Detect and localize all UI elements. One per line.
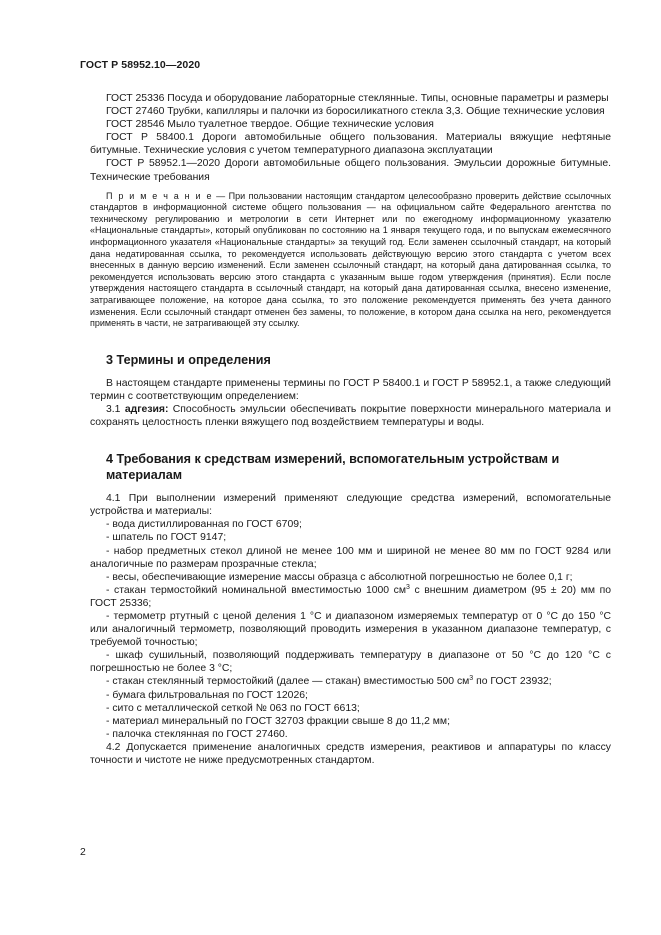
list-item: - весы, обеспечивающие измерение массы образца с абсолютной погрешностью не более 0,1 г;: [106, 571, 573, 583]
equipment-list: [90, 518, 611, 741]
term-definition: [90, 403, 611, 429]
term-number: 3.1: [106, 403, 125, 415]
list-item: - шпатель по ГОСТ 9147;: [106, 532, 227, 544]
reference-item: ГОСТ Р 58400.1 Дороги автомобильные общего пользования. Материалы вяжущие нефтяные битумные. Технические условия с учетом температурного диапазона эксплуатации: [90, 132, 611, 157]
section-3-title: 3 Термины и определения: [106, 352, 271, 367]
page-number: 2: [80, 847, 86, 858]
list-item: - сито с металлической сеткой № 063 по ГОСТ 6613;: [106, 702, 360, 714]
term-name: адгезия:: [124, 403, 169, 415]
section-4-title: 4 Требования к средствам измерений, вспомогательным устройствам и материалам: [106, 452, 560, 483]
list-item: - стакан термостойкий номинальной вместимостью 1000 $см^3$ с внешним диаметром (95 ± 20) мм по ГОСТ 25336;: [90, 583, 611, 609]
list-item: - стакан стеклянный термостойкий (далее — стакан) вместимостью 500 $см^3$ по ГОСТ 23932;: [106, 675, 552, 688]
list-item: - шкаф сушильный, позволяющий поддерживать температуру в диапазоне от 50 °С до 120 °С с погрешностью не более 3 °С;: [90, 650, 611, 675]
section-4-paragraph-2: 4.2 Допускается применение аналогичных средств измерения, реактивов и аппаратуры по классу точности и чистоте не ниже предусмотренных стандартом.: [90, 741, 611, 767]
page-content: [90, 92, 611, 767]
note-text: — При пользовании настоящим стандартом целесообразно проверить действие ссылочных стандартов в информационной системе общего пользования — на официальном сайте Федерального агентства по техническому регулированию и метрологии в сети Интернет или по ежегодному информационному указателю «Национальные стандарты», который опубликован по состоянию на 1 января текущего года, и по выпускам ежемесячного информационного указателя «Национальные стандарты» за текущий год. Если заменен ссылочный стандарт, на который дана недатированная ссылка, то рекомендуется использовать действующую версию этого стандарта с учетом всех внесенных в данную версию изменений. Если заменен ссылочный стандарт, на который дана датированная ссылка, то рекомендуется использовать версию этого стандарта с указанным выше годом утверждения (принятия). Если после утверждения настоящего стандарта в ссылочный стандарт, на который дана датированная ссылка, внесено изменение, затрагивающее положение, на которое дана ссылка, то это положение рекомендуется применять без учета данного изменения. Если ссылочный стандарт отменен без замены, то положение, в котором дана ссылка на него, рекомендуется применять в части, не затрагивающей эту ссылку.: [90, 190, 611, 329]
section-4-body: [90, 492, 611, 767]
list-item: - вода дистиллированная по ГОСТ 6709;: [106, 519, 302, 531]
normative-references: [90, 92, 611, 184]
reference-item: ГОСТ 27460 Трубки, капилляры и палочки из боросиликатного стекла 3,3. Общие технические условия: [106, 106, 605, 118]
list-item: - палочка стеклянная по ГОСТ 27460.: [106, 728, 288, 740]
section-3-body: [90, 377, 611, 429]
section-3-intro: В настоящем стандарте применены термины по ГОСТ Р 58400.1 и ГОСТ Р 58952.1, а также следующий термин с соответствующим определением:: [90, 377, 611, 402]
list-item: - набор предметных стекол длиной не менее 100 мм и шириной не менее 80 мм по ГОСТ 9284 или аналогичные по размерам прозрачные стекла;: [90, 545, 611, 570]
reference-item: ГОСТ Р 58952.1—2020 Дороги автомобильные общего пользования. Эмульсии дорожные битумные. Технические требования: [90, 158, 611, 183]
references-note: [90, 191, 611, 330]
reference-item: ГОСТ 25336 Посуда и оборудование лабораторные стеклянные. Типы, основные параметры и размеры: [106, 93, 609, 104]
reference-item: ГОСТ 28546 Мыло туалетное твердое. Общие технические условия: [106, 119, 434, 131]
list-item: - термометр ртутный с ценой деления 1 °С и диапазоном измеряемых температур от 0 °С до 150 °С или аналогичный термометр, позволяющий проводить измерения в указанном диапазоне температур, с требуемой точностью;: [90, 611, 611, 649]
section-4-paragraph-1: 4.1 При выполнении измерений применяют следующие средства измерений, вспомогательные устройства и материалы:: [90, 493, 611, 518]
term-text: Способность эмульсии обеспечивать покрытие поверхности минерального материала и сохранять целостность пленки вяжущего под воздействием температуры и воды.: [90, 403, 611, 429]
list-item: - материал минеральный по ГОСТ 32703 фракции свыше 8 до 11,2 мм;: [106, 715, 450, 727]
list-item: - бумага фильтровальная по ГОСТ 12026;: [106, 689, 308, 701]
document-code-header: ГОСТ Р 58952.10—2020: [80, 59, 201, 71]
note-label: П р и м е ч а н и е: [106, 190, 213, 201]
